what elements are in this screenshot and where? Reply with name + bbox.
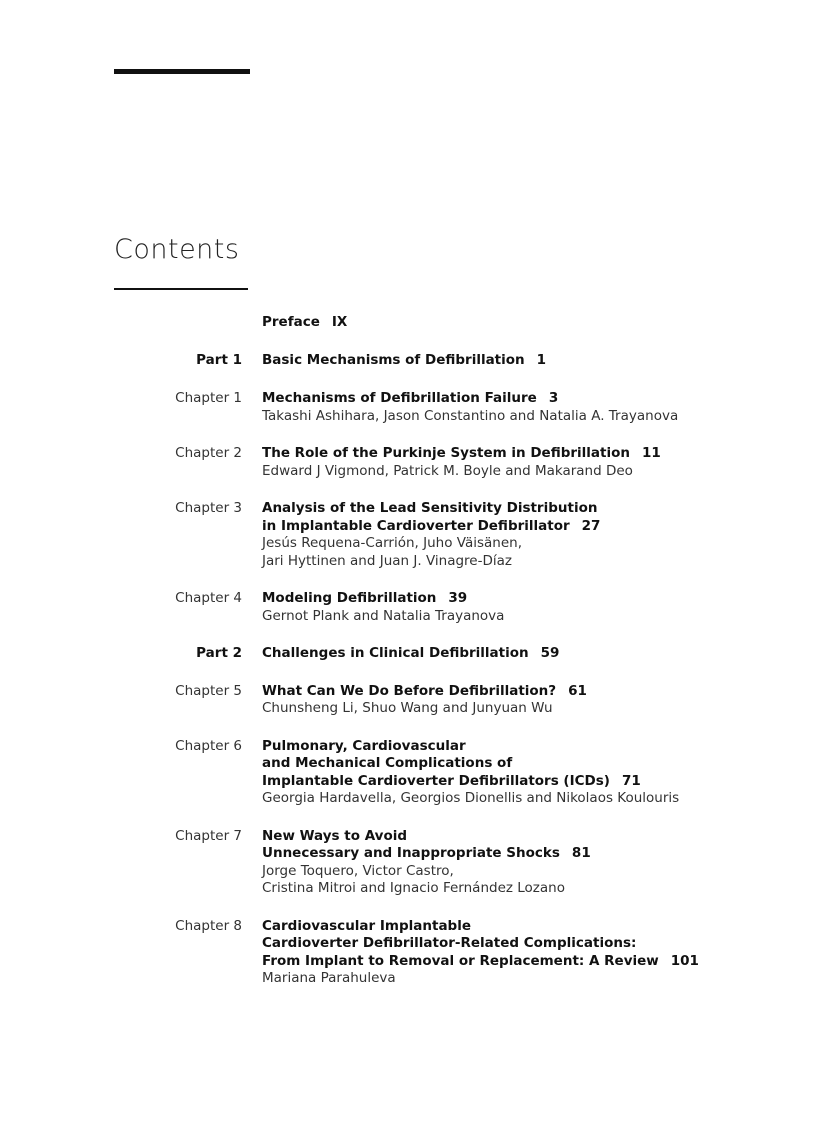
entry-title-text: New Ways to Avoid xyxy=(262,827,408,844)
entry-title-line xyxy=(262,953,782,971)
toc-entry[interactable] xyxy=(0,828,816,898)
entry-title-line xyxy=(262,314,782,332)
toc-entry[interactable] xyxy=(0,500,816,570)
entry-body xyxy=(262,314,782,332)
entry-title-line xyxy=(262,845,782,863)
page-number: 59 xyxy=(540,645,560,661)
page-number: 39 xyxy=(448,590,468,606)
entry-title-line xyxy=(262,755,782,773)
entry-title-text: The Role of the Purkinje System in Defibrillation xyxy=(262,445,630,461)
entry-title-line xyxy=(262,352,782,370)
entry-authors: Edward J Vigmond, Patrick M. Boyle and Makarand Deo xyxy=(262,462,633,479)
chapter-label: Chapter 2 xyxy=(175,445,242,461)
entry-authors: Jorge Toquero, Victor Castro, xyxy=(262,862,454,879)
toc-entry[interactable] xyxy=(0,445,816,480)
entry-title-text: From Implant to Removal or Replacement: A Review xyxy=(262,952,659,969)
part-label: Part 1 xyxy=(196,351,242,368)
entry-title-line xyxy=(262,390,782,408)
entry-authors: Jesús Requena-Carrión, Juho Väisänen, xyxy=(262,535,522,551)
toc-entry[interactable] xyxy=(0,590,816,625)
entry-authors: Jari Hyttinen and Juan J. Vinagre-Díaz xyxy=(262,552,512,569)
entry-title-text: Analysis of the Lead Sensitivity Distribution xyxy=(262,500,598,516)
entry-body xyxy=(262,828,782,898)
page-number: 27 xyxy=(581,517,601,534)
entry-title-text: Pulmonary, Cardiovascular xyxy=(262,737,466,754)
entry-title-text: Unnecessary and Inappropriate Shocks xyxy=(262,845,560,861)
entry-title-line xyxy=(262,935,782,953)
entry-body xyxy=(262,500,782,570)
entry-title-line xyxy=(262,518,782,536)
page-title: Contents xyxy=(114,234,240,265)
title-rule xyxy=(114,288,248,290)
entry-title-text: and Mechanical Complications of xyxy=(262,755,513,771)
page-number: 101 xyxy=(670,952,699,969)
entry-title-line xyxy=(262,445,782,463)
entry-title-text: Implantable Cardioverter Defibrillators (ICDs) xyxy=(262,772,610,789)
page-number: 1 xyxy=(536,351,547,368)
entry-body xyxy=(262,352,782,370)
entry-title-text: What Can We Do Before Defibrillation? xyxy=(262,682,557,699)
toc-entry[interactable] xyxy=(0,645,816,663)
chapter-label: Chapter 3 xyxy=(175,500,242,516)
table-of-contents xyxy=(0,314,816,988)
entry-body xyxy=(262,918,782,988)
entry-authors: Cristina Mitroi and Ignacio Fernández Lozano xyxy=(262,880,565,896)
toc-entry[interactable] xyxy=(0,352,816,370)
entry-body xyxy=(262,645,782,663)
toc-entry[interactable] xyxy=(0,683,816,718)
page-number: 11 xyxy=(641,445,661,461)
entry-title-text: Cardioverter Defibrillator-Related Complications: xyxy=(262,935,637,951)
entry-authors: Takashi Ashihara, Jason Constantino and Natalia A. Trayanova xyxy=(262,407,679,424)
entry-title-text: Mechanisms of Defibrillation Failure xyxy=(262,390,537,406)
entry-title-text: in Implantable Cardioverter Defibrillator xyxy=(262,517,570,534)
entry-title-line xyxy=(262,590,782,608)
entry-title-line xyxy=(262,500,782,518)
entry-body xyxy=(262,683,782,718)
entry-title-line xyxy=(262,645,782,663)
entry-title-text: Basic Mechanisms of Defibrillation xyxy=(262,351,525,368)
chapter-label: Chapter 7 xyxy=(175,827,242,844)
entry-title-text: Cardiovascular Implantable xyxy=(262,917,472,934)
entry-title-text: Challenges in Clinical Defibrillation xyxy=(262,645,529,661)
part-label: Part 2 xyxy=(196,645,242,661)
entry-title-line xyxy=(262,828,782,846)
chapter-label: Chapter 4 xyxy=(175,590,242,606)
page-number: 61 xyxy=(568,682,587,699)
entry-authors: Gernot Plank and Natalia Trayanova xyxy=(262,607,505,624)
page-number: 3 xyxy=(548,390,559,406)
toc-entry[interactable] xyxy=(0,390,816,425)
entry-body xyxy=(262,445,782,480)
toc-entry[interactable] xyxy=(0,314,816,332)
entry-title-text: Modeling Defibrillation xyxy=(262,590,437,606)
chapter-label: Chapter 6 xyxy=(175,737,242,754)
entry-body xyxy=(262,390,782,425)
entry-title-line xyxy=(262,918,782,936)
toc-entry[interactable] xyxy=(0,918,816,988)
page-number: 71 xyxy=(621,772,641,789)
chapter-label: Chapter 8 xyxy=(175,917,242,934)
entry-title-line xyxy=(262,738,782,756)
page-number: IX xyxy=(331,314,348,330)
entry-authors: Mariana Parahuleva xyxy=(262,970,396,986)
entry-authors: Georgia Hardavella, Georgios Dionellis and Nikolaos Koulouris xyxy=(262,790,680,806)
entry-title-text: Preface xyxy=(262,314,320,330)
page-number: 81 xyxy=(571,845,591,861)
entry-title-line xyxy=(262,773,782,791)
entry-authors: Chunsheng Li, Shuo Wang and Junyuan Wu xyxy=(262,700,553,716)
chapter-label: Chapter 1 xyxy=(175,390,242,406)
chapter-label: Chapter 5 xyxy=(175,682,242,699)
entry-body xyxy=(262,738,782,808)
top-rule xyxy=(114,69,250,74)
entry-body xyxy=(262,590,782,625)
toc-entry[interactable] xyxy=(0,738,816,808)
entry-title-line xyxy=(262,683,782,701)
